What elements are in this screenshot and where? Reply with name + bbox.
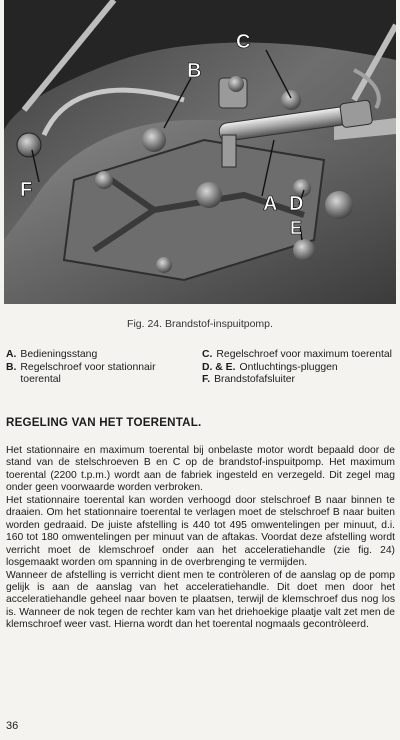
legend-key: C.: [202, 349, 213, 360]
paragraph: Het stationnaire en maximum toerental bij onbelaste motor wordt bepaald door de stand van de stelschroeven B en C op de brandstof-inspuitpomp. Het maximum toerental (2200 t.p.m.) wordt aan de fabriek ingesteld en verzegeld. Dit zegel mag onder geen voorwaarde worden verbroken.: [6, 445, 395, 494]
legend-key: D. & E.: [202, 361, 236, 373]
legend-text: Bedieningsstang: [20, 349, 98, 360]
callout-label-e: E: [290, 218, 303, 238]
legend-column-right: [202, 349, 394, 387]
callout-label-b: B: [187, 60, 202, 82]
legend-item: [202, 374, 394, 387]
paragraph: Het stationnaire toerental kan worden verhoogd door stelschroef B naar binnen te draaien. Om het stationnaire toerental te verlagen moet de stelschroef B naar buiten worden gedraaid. De juiste afstelling is 440 tot 495 omwentelingen per minuut, d.i. 160 tot 180 omwentelingen per minuut van de aftakas. Voordat deze afstelling wordt verricht moet de klemschroef onder aan het acceleratiehandle (zie fig. 24) losgemaakt worden om spanning in de overbrenging te vermijden.: [6, 494, 395, 569]
legend-key: A.: [6, 349, 17, 360]
section-body: [6, 445, 395, 632]
legend-text: Ontluchtings-pluggen: [239, 361, 338, 373]
legend-text: Brandstofafsluiter: [214, 374, 295, 386]
legend-column-left: [6, 349, 192, 387]
legend-item: [6, 349, 192, 362]
legend-key: B.: [6, 361, 17, 373]
legend-item: [6, 362, 192, 387]
section-heading: REGELING VAN HET TOERENTAL.: [6, 416, 202, 429]
callout-label-f: F: [20, 179, 33, 201]
fuel-injection-pump-photo: [4, 0, 396, 304]
figure-caption: Fig. 24. Brandstof-inspuitpomp.: [127, 318, 273, 330]
callout-label-a: A: [263, 193, 278, 215]
legend-item: [202, 362, 394, 375]
callout-label-c: C: [236, 31, 251, 53]
page-number: 36: [6, 720, 19, 732]
legend-text: Regelschroef voor stationnair toerental: [20, 361, 156, 386]
paragraph: Wanneer de afstelling is verricht dient men te contròleren of de aanslag op de pomp gelijk is aan de aanslag van het acceleratiehandle. Dit doet men door het acceleratiehandle geheel naar boven te plaatsen, terwijl de klemschroef dus nog los is. Wanneer de nok tegen de rechter kam van het driehoekige plaatje valt zet men de klemschroef weer vast. Hierna wordt dan het toerental nogmaals gecontròleerd.: [6, 569, 395, 631]
callout-label-d: D: [289, 193, 304, 215]
legend-key: F.: [202, 374, 211, 386]
legend-item: [202, 349, 394, 362]
legend-text: Regelschroef voor maximum toerental: [216, 349, 392, 360]
